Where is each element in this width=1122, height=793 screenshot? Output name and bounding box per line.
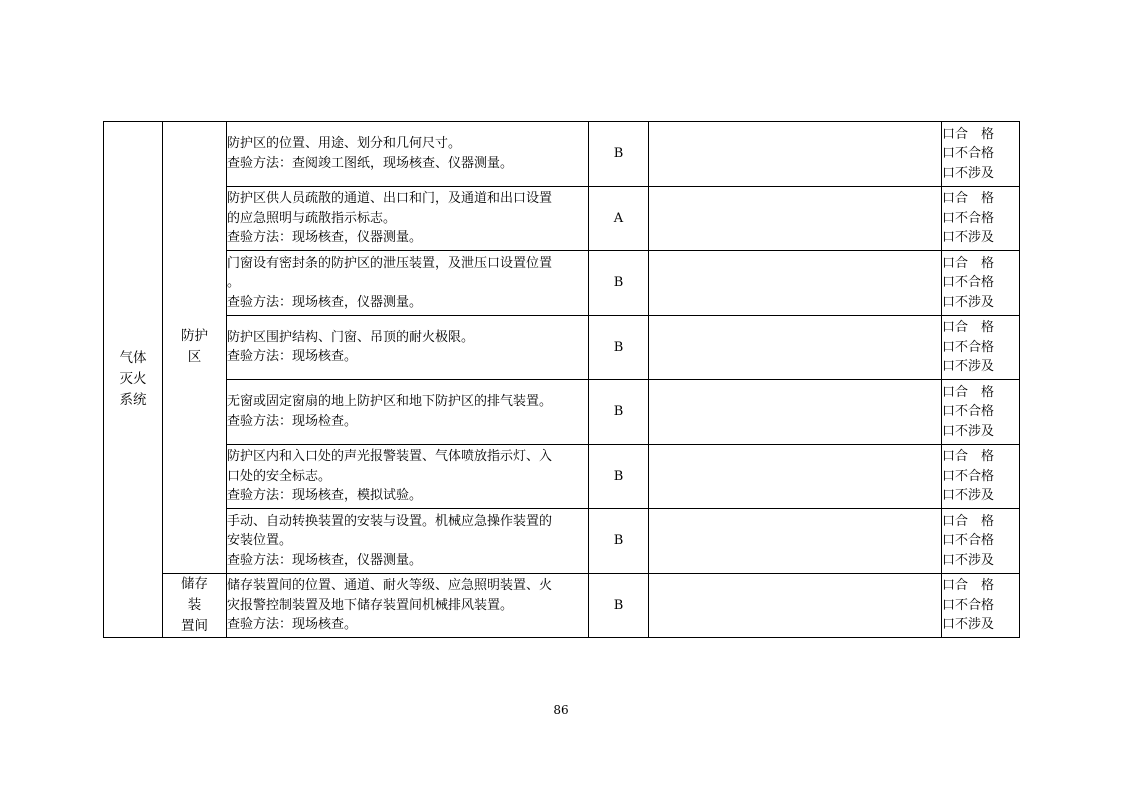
system-label bbox=[118, 348, 148, 411]
description-line: 防护区的位置、用途、划分和几何尺寸。 bbox=[227, 136, 462, 152]
description-line: 查验方法：现场核查，仪器测量。 bbox=[227, 294, 423, 310]
description-line: 防护区围护结构、门窗、吊顶的耐火极限。 bbox=[227, 329, 475, 345]
grade-cell: B bbox=[589, 122, 649, 187]
note-cell[interactable] bbox=[649, 444, 942, 509]
result-option-pass[interactable]: 口合 格 bbox=[942, 320, 995, 335]
description-line: 灾报警控制装置及地下储存装置间机械排风装置。 bbox=[227, 597, 514, 613]
system-label-line: 气体 bbox=[119, 350, 147, 366]
table-row bbox=[104, 573, 1020, 638]
item-description bbox=[227, 122, 589, 187]
area-cell-storage bbox=[163, 573, 227, 638]
system-cell bbox=[104, 122, 163, 638]
result-cell bbox=[942, 251, 1020, 316]
result-cell bbox=[942, 573, 1020, 638]
result-cell bbox=[942, 509, 1020, 574]
result-option-na[interactable]: 口不涉及 bbox=[942, 423, 995, 439]
result-option-fail[interactable]: 口不合格 bbox=[942, 146, 995, 161]
result-option-na[interactable]: 口不涉及 bbox=[942, 230, 995, 245]
note-cell[interactable] bbox=[649, 186, 942, 251]
description-line: 查验方法：查阅竣工图纸，现场核查、仪器测量。 bbox=[227, 155, 514, 171]
result-cell bbox=[942, 122, 1020, 187]
result-option-pass[interactable]: 口合 格 bbox=[942, 578, 995, 593]
description-line: 防护区内和入口处的声光报警装置、气体喷放指示灯、入 bbox=[227, 449, 553, 464]
description-line: 查验方法：现场核查。 bbox=[227, 349, 358, 365]
result-option-na[interactable]: 口不涉及 bbox=[942, 165, 995, 181]
description-line: 安装位置。 bbox=[227, 533, 293, 548]
result-cell bbox=[942, 186, 1020, 251]
result-option-pass[interactable]: 口合 格 bbox=[942, 449, 995, 464]
item-description bbox=[227, 573, 589, 638]
result-option-na[interactable]: 口不涉及 bbox=[942, 617, 995, 632]
result-option-pass[interactable]: 口合 格 bbox=[942, 513, 995, 529]
item-description bbox=[227, 315, 589, 380]
area-cell-protection bbox=[163, 122, 227, 574]
area-label: 防护区 bbox=[181, 328, 208, 366]
item-description bbox=[227, 444, 589, 509]
note-cell[interactable] bbox=[649, 380, 942, 445]
note-cell[interactable] bbox=[649, 251, 942, 316]
description-line: 查验方法：现场核查，仪器测量。 bbox=[227, 552, 423, 568]
result-option-na[interactable]: 口不涉及 bbox=[942, 359, 995, 374]
description-line: 。 bbox=[227, 275, 241, 290]
note-cell[interactable] bbox=[649, 509, 942, 574]
item-description bbox=[227, 186, 589, 251]
description-line: 防护区供人员疏散的通道、出口和门，及通道和出口设置 bbox=[227, 191, 553, 206]
note-cell[interactable] bbox=[649, 122, 942, 187]
inspection-table bbox=[103, 121, 1020, 638]
page-number: 86 bbox=[553, 703, 569, 717]
result-cell bbox=[942, 444, 1020, 509]
result-option-na[interactable]: 口不涉及 bbox=[942, 552, 995, 568]
result-option-fail[interactable]: 口不合格 bbox=[942, 468, 995, 484]
description-line: 查验方法：现场核查，模拟试验。 bbox=[227, 488, 423, 503]
result-option-fail[interactable]: 口不合格 bbox=[942, 210, 995, 226]
grade-cell: B bbox=[589, 573, 649, 638]
description-line: 门窗设有密封条的防护区的泄压装置，及泄压口设置位置 bbox=[227, 255, 553, 271]
result-cell bbox=[942, 380, 1020, 445]
result-option-na[interactable]: 口不涉及 bbox=[942, 488, 995, 503]
item-description bbox=[227, 251, 589, 316]
result-option-fail[interactable]: 口不合格 bbox=[942, 533, 995, 548]
description-line: 的应急照明与疏散指示标志。 bbox=[227, 210, 397, 226]
item-description bbox=[227, 380, 589, 445]
grade-cell: B bbox=[589, 444, 649, 509]
table-row bbox=[104, 186, 1020, 251]
table-row bbox=[104, 444, 1020, 509]
description-line: 手动、自动转换装置的安装与设置。机械应急操作装置的 bbox=[227, 513, 553, 529]
description-line: 查验方法：现场核查，仪器测量。 bbox=[227, 230, 423, 245]
note-cell[interactable] bbox=[649, 573, 942, 638]
table-row bbox=[104, 122, 1020, 187]
table-row bbox=[104, 380, 1020, 445]
result-option-pass[interactable]: 口合 格 bbox=[942, 384, 995, 400]
area-label-line: 储存装 bbox=[181, 575, 208, 613]
result-option-fail[interactable]: 口不合格 bbox=[942, 404, 995, 419]
note-cell[interactable] bbox=[649, 315, 942, 380]
system-label-line: 系统 bbox=[119, 392, 147, 408]
result-option-pass[interactable]: 口合 格 bbox=[942, 191, 995, 206]
system-label-line: 灭火 bbox=[119, 371, 147, 387]
grade-cell: A bbox=[589, 186, 649, 251]
description-line: 无窗或固定窗扇的地上防护区和地下防护区的排气装置。 bbox=[227, 394, 553, 410]
result-option-fail[interactable]: 口不合格 bbox=[942, 597, 995, 613]
result-option-na[interactable]: 口不涉及 bbox=[942, 294, 995, 310]
grade-cell: B bbox=[589, 509, 649, 574]
grade-cell: B bbox=[589, 251, 649, 316]
result-option-pass[interactable]: 口合 格 bbox=[942, 126, 995, 142]
grade-cell: B bbox=[589, 315, 649, 380]
result-option-pass[interactable]: 口合 格 bbox=[942, 255, 995, 271]
item-description bbox=[227, 509, 589, 574]
description-line: 口处的安全标志。 bbox=[227, 468, 332, 484]
description-line: 查验方法：现场核查。 bbox=[227, 617, 358, 632]
result-cell bbox=[942, 315, 1020, 380]
table-row bbox=[104, 509, 1020, 574]
result-option-fail[interactable]: 口不合格 bbox=[942, 275, 995, 290]
grade-cell: B bbox=[589, 380, 649, 445]
table-row bbox=[104, 251, 1020, 316]
result-option-fail[interactable]: 口不合格 bbox=[942, 339, 995, 355]
description-line: 查验方法：现场检查。 bbox=[227, 413, 358, 429]
area-label bbox=[180, 574, 210, 637]
description-line: 储存装置间的位置、通道、耐火等级、应急照明装置、火 bbox=[227, 578, 553, 593]
table-row bbox=[104, 315, 1020, 380]
area-label-line: 置间 bbox=[181, 617, 208, 634]
